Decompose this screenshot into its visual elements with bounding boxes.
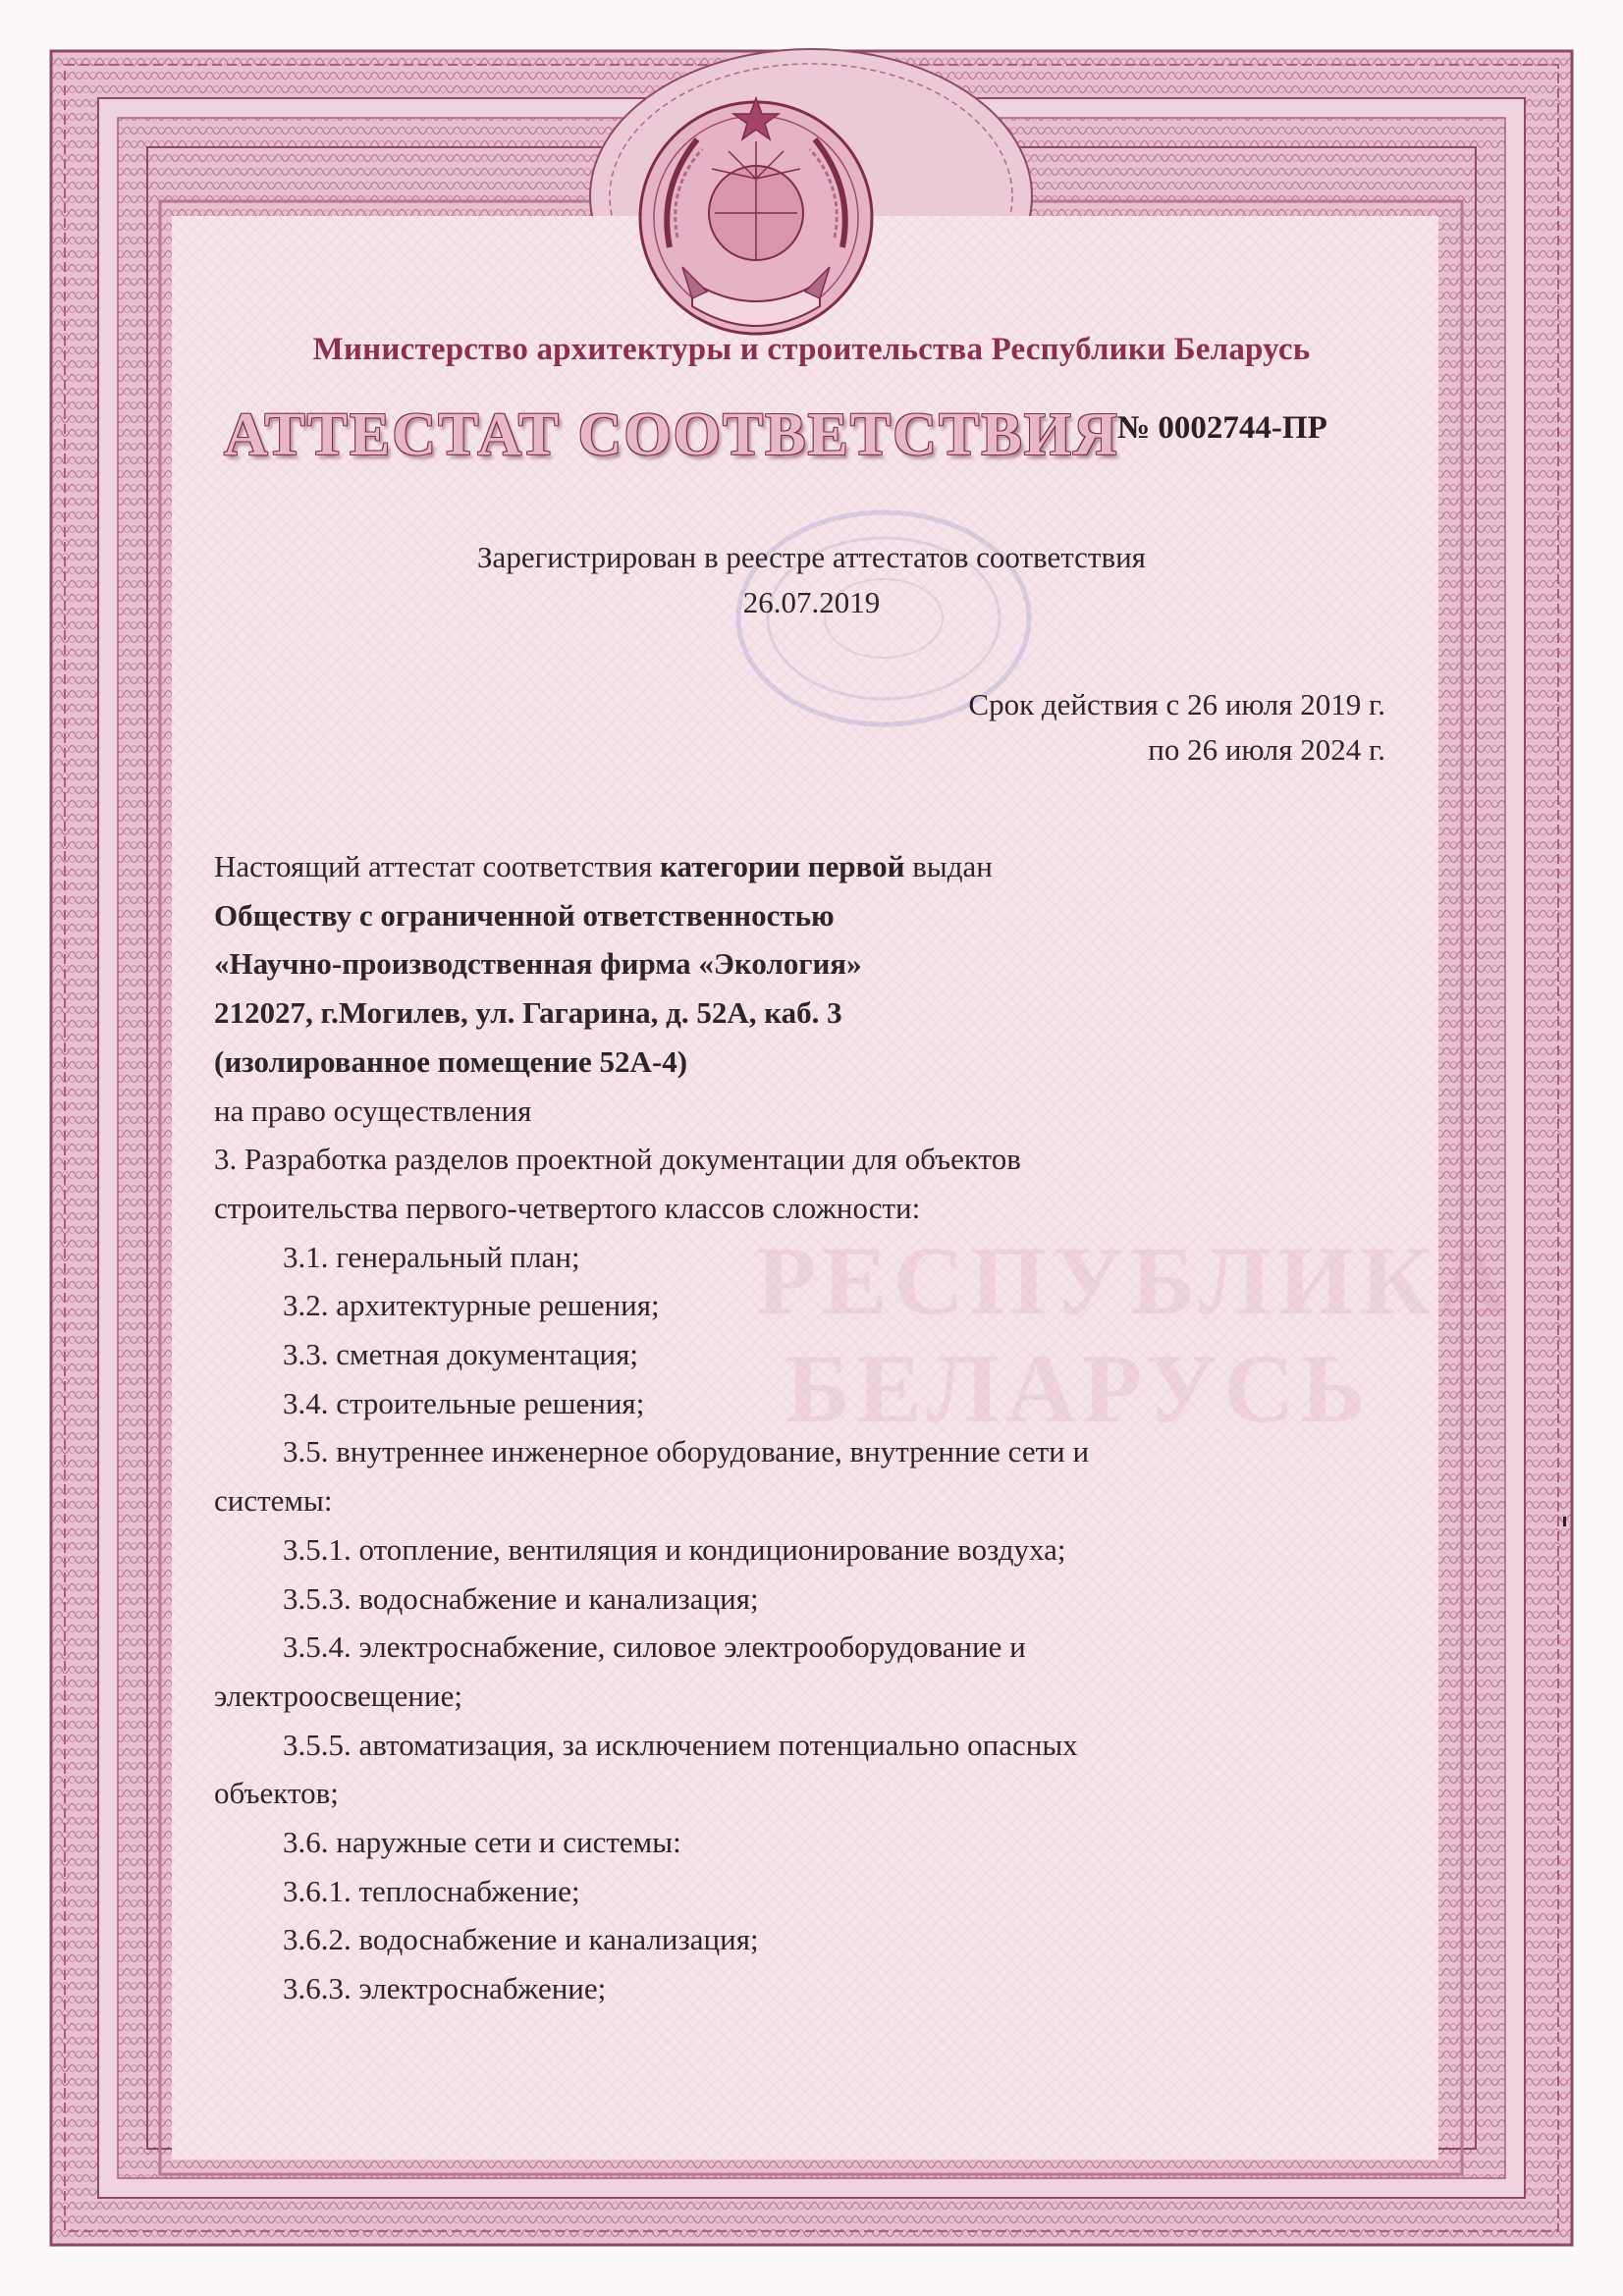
intro-suffix: выдан: [904, 849, 993, 883]
scope-item-3-6-1: 3.6.1. теплоснабжение;: [283, 1873, 580, 1908]
scope-item-3-5-cont: системы:: [214, 1483, 333, 1519]
scope-item-3-5-1: 3.5.1. отопление, вентиляция и кондиционирование воздуха;: [283, 1531, 1066, 1567]
organization-line-2: «Научно-производственная фирма «Экология»: [214, 946, 862, 982]
ministry-name: Министерство архитектуры и строительства Республики Беларусь: [312, 332, 1311, 367]
organization-line-1: Обществу с ограниченной ответственностью: [214, 897, 835, 933]
scope-item-3-5: 3.5. внутреннее инженерное оборудование, внутренние сети и: [283, 1434, 1090, 1469]
validity-to: по 26 июля 2024 г.: [1148, 732, 1385, 767]
intro-line: [214, 842, 1382, 891]
scope-item-3-6: 3.6. наружные сети и системы:: [283, 1825, 681, 1860]
scope-item-3-5-5-cont: объектов;: [214, 1776, 339, 1811]
validity-period: [968, 682, 1385, 773]
category-label: категории первой: [660, 849, 905, 883]
watermark-line-1: РЕСПУБЛИКА: [756, 1226, 1514, 1335]
validity-from: Срок действия с 26 июля 2019 г.: [968, 687, 1385, 721]
registration-block: [0, 535, 1623, 625]
scope-item-3-6-3: 3.6.3. электроснабжение;: [283, 1971, 607, 2006]
scan-artifact: [1563, 1517, 1566, 1526]
certificate-title: АТТЕСТАТ СООТВЕТСТВИЯ: [224, 401, 1119, 468]
scope-item-3-5-5: 3.5.5. автоматизация, за исключением потенциально опасных: [283, 1727, 1078, 1762]
scope-line-1: 3. Разработка разделов проектной документации для объектов: [214, 1142, 1021, 1177]
certificate-number: № 0002744-ПР: [1117, 410, 1327, 446]
scope-item-3-5-3: 3.5.3. водоснабжение и канализация;: [283, 1580, 759, 1616]
emblem: [609, 71, 903, 365]
registration-text: Зарегистрирован в реестре аттестатов соответствия: [477, 540, 1146, 574]
registration-date: 26.07.2019: [742, 585, 881, 619]
state-emblem-icon: [609, 71, 903, 365]
intro-prefix: Настоящий аттестат соответствия: [214, 849, 661, 883]
scope-item: 3.1. генеральный план;: [283, 1239, 580, 1274]
watermark-line-2: БЕЛАРУСЬ: [785, 1334, 1372, 1443]
scope-item: 3.3. сметная документация;: [283, 1337, 638, 1372]
scope-item: 3.4. строительные решения;: [283, 1385, 645, 1420]
scope-item-3-5-4: 3.5.4. электроснабжение, силовое электрооборудование и: [283, 1629, 1026, 1665]
scope-item: 3.2. архитектурные решения;: [283, 1288, 660, 1323]
scope-item-3-6-2: 3.6.2. водоснабжение и канализация;: [283, 1922, 759, 1957]
certificate-body: [214, 842, 1382, 2013]
right-to-perform: на право осуществления: [214, 1093, 532, 1128]
scope-line-2: строительства первого-четвертого классов сложности:: [214, 1190, 921, 1225]
address-line-2: (изолированное помещение 52А-4): [214, 1043, 688, 1079]
address-line-1: 212027, г.Могилев, ул. Гагарина, д. 52А, каб. 3: [214, 995, 842, 1031]
scope-item-3-5-4-cont: электроосвещение;: [214, 1678, 462, 1713]
